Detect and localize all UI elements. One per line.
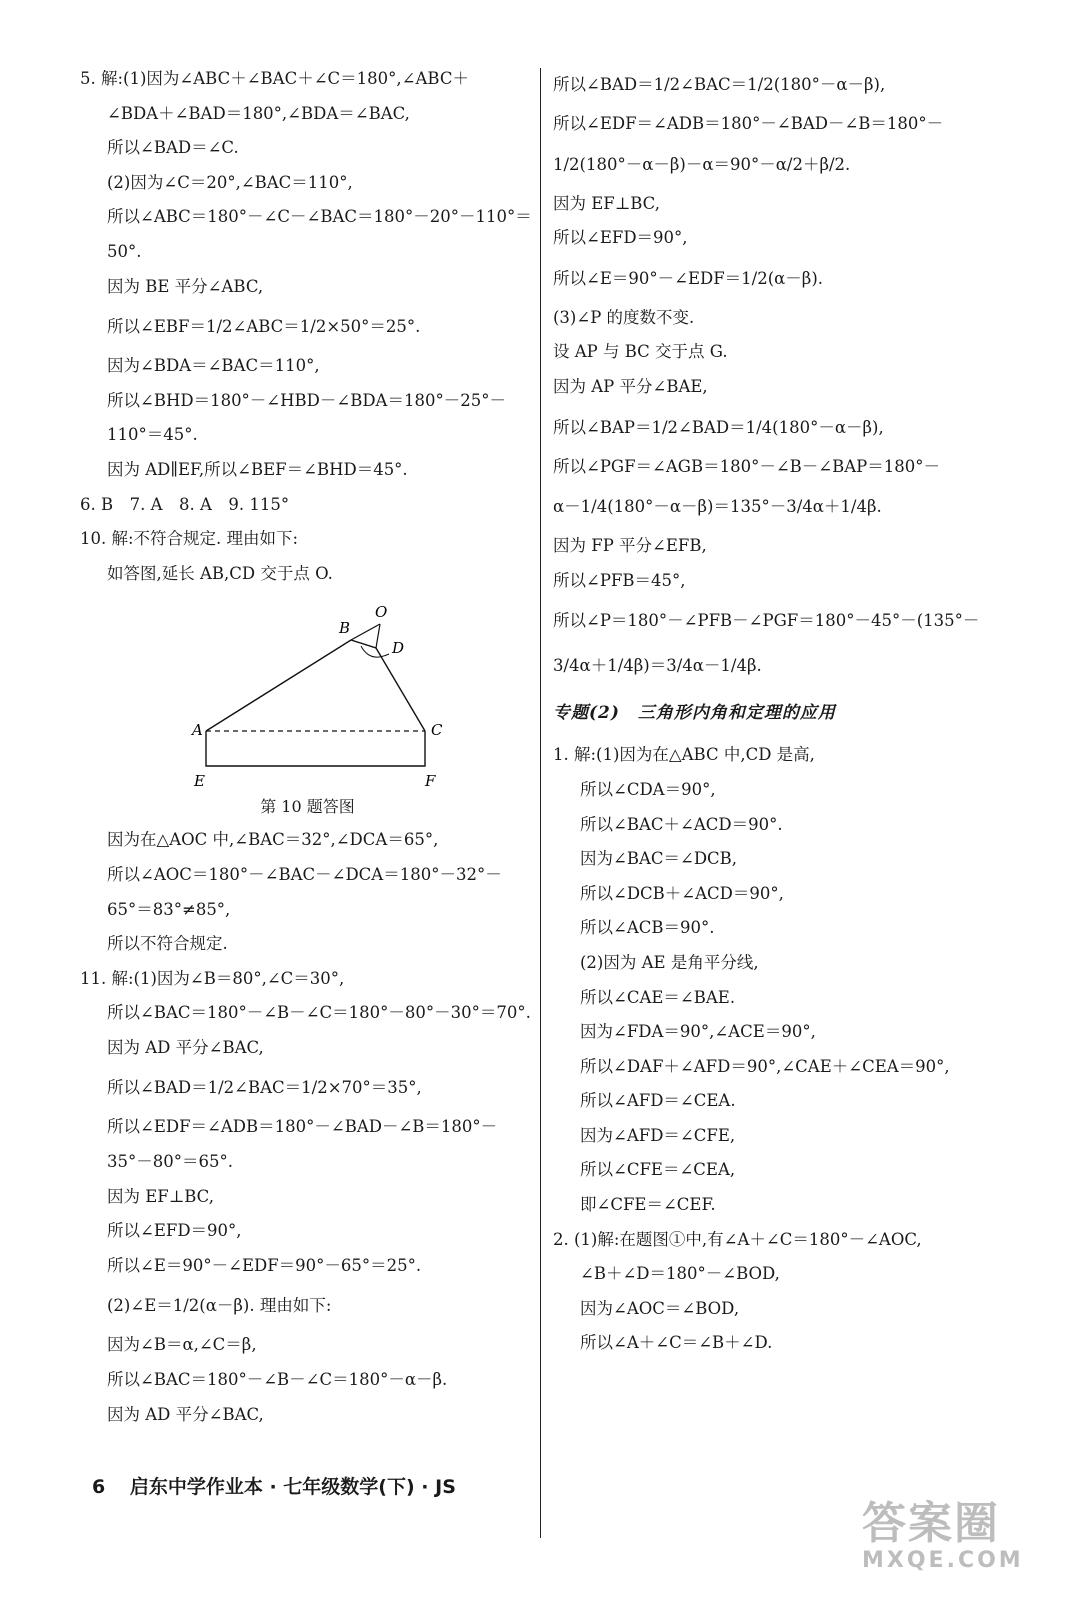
figure-rectangle bbox=[206, 731, 425, 766]
text-line: 因为∠FDA＝90°,∠ACE＝90°, bbox=[580, 1022, 816, 1042]
watermark bbox=[862, 1500, 1024, 1573]
text-line: 所以∠ABC＝180°－∠C－∠BAC＝180°－20°－110°＝ bbox=[107, 207, 532, 227]
text-line: 1. 解:(1)因为在△ABC 中,CD 是高, bbox=[553, 745, 815, 765]
text-line: (2)因为 AE 是角平分线, bbox=[580, 952, 759, 972]
left-column-bottom bbox=[80, 823, 535, 1432]
text-line: 因为 AD 平分∠BAC, bbox=[107, 1037, 264, 1057]
watermark-sub: MXQE.COM bbox=[862, 1548, 1024, 1573]
label-d: D bbox=[392, 639, 405, 658]
text-line: 设 AP 与 BC 交于点 G. bbox=[553, 342, 728, 362]
text-line: 所以∠BAD＝∠C. bbox=[107, 138, 239, 158]
figure-extension-ab bbox=[351, 624, 380, 640]
page-footer bbox=[92, 1472, 456, 1499]
text-line: 所以∠ACB＝90°. bbox=[580, 918, 715, 938]
text-line: 因为∠BDA＝∠BAC＝110°, bbox=[107, 356, 320, 376]
text-line: 因为 EF⊥BC, bbox=[553, 193, 660, 213]
figure-q10-diagram bbox=[80, 591, 535, 791]
text-line: 因为∠AOC＝∠BOD, bbox=[580, 1298, 740, 1318]
text-line: 所以∠EDF＝∠ADB＝180°－∠BAD－∠B＝180°－ bbox=[553, 114, 944, 133]
text-line: 所以∠AFD＝∠CEA. bbox=[580, 1091, 736, 1111]
right-column-top bbox=[553, 62, 1023, 688]
text-line: 所以∠EBF＝1/2∠ABC＝1/2×50°＝25°. bbox=[107, 317, 421, 337]
text-line: 所以∠BHD＝180°－∠HBD－∠BDA＝180°－25°－ bbox=[107, 390, 506, 410]
book-title: 启东中学作业本 · 七年级数学(下) · JS bbox=[129, 1476, 456, 1498]
text-line: 所以∠E＝90°－∠EDF＝90°－65°＝25°. bbox=[107, 1255, 422, 1275]
text-line: 所以∠CAE＝∠BAE. bbox=[580, 987, 736, 1007]
text-line: 所以∠CDA＝90°, bbox=[580, 779, 716, 799]
text-line: 110°＝45°. bbox=[107, 425, 198, 445]
text-line: 所以∠PGF＝∠AGB＝180°－∠B－∠BAP＝180°－ bbox=[553, 456, 941, 476]
text-line: 5. 解:(1)因为∠ABC＋∠BAC＋∠C＝180°,∠ABC＋ bbox=[80, 69, 469, 88]
topic-heading: 专题(2) 三角形内角和定理的应用 bbox=[553, 703, 836, 724]
label-a: A bbox=[192, 721, 203, 740]
watermark-main: 答案圈 bbox=[862, 1498, 1000, 1549]
right-column bbox=[553, 62, 1023, 1361]
text-line: 11. 解:(1)因为∠B＝80°,∠C＝30°, bbox=[80, 968, 345, 988]
text-line: 1/2(180°－α－β)－α＝90°－α/2＋β/2. bbox=[553, 154, 851, 174]
text-line: 所以∠EFD＝90°, bbox=[553, 228, 688, 248]
right-column-bottom bbox=[553, 738, 1023, 1361]
text-line: 2. (1)解:在题图①中,有∠A＋∠C＝180°－∠AOC, bbox=[553, 1229, 922, 1249]
text-line: 65°＝83°≠85°, bbox=[107, 899, 231, 919]
text-line: 如答图,延长 AB,CD 交于点 O. bbox=[107, 563, 333, 583]
text-line: 因为 AD∥EF,所以∠BEF＝∠BHD＝45°. bbox=[107, 459, 408, 479]
figure-caption: 第 10 题答图 bbox=[260, 797, 355, 817]
column-divider bbox=[540, 68, 541, 1538]
text-line: 所以∠AOC＝180°－∠BAC－∠DCA＝180°－32°－ bbox=[107, 864, 502, 884]
text-line: 因为在△AOC 中,∠BAC＝32°,∠DCA＝65°, bbox=[107, 830, 439, 850]
text-line: 所以∠PFB＝45°, bbox=[553, 570, 686, 590]
text-line: 10. 解:不符合规定. 理由如下: bbox=[80, 529, 299, 549]
text-line: 所以∠DAF＋∠AFD＝90°,∠CAE＋∠CEA＝90°, bbox=[580, 1056, 950, 1076]
text-line: 所以∠BAC＝180°－∠B－∠C＝180°－α－β. bbox=[107, 1370, 448, 1390]
text-line: 所以∠CFE＝∠CEA, bbox=[580, 1160, 736, 1180]
text-line: 所以∠P＝180°－∠PFB－∠PGF＝180°－45°－(135°－ bbox=[553, 611, 980, 631]
left-column bbox=[80, 62, 535, 1432]
label-o: O bbox=[375, 603, 388, 622]
text-line: 因为∠BAC＝∠DCB, bbox=[580, 849, 738, 869]
text-line: 50°. bbox=[107, 241, 142, 261]
text-line: 因为 AD 平分∠BAC, bbox=[107, 1404, 264, 1424]
text-line: 因为 AP 平分∠BAE, bbox=[553, 376, 708, 396]
text-line: 所以∠EFD＝90°, bbox=[107, 1221, 242, 1241]
text-line: (2)∠E＝1/2(α－β). 理由如下: bbox=[107, 1296, 332, 1316]
text-line: 所以∠BAC＝180°－∠B－∠C＝180°－80°－30°＝70°. bbox=[107, 1003, 531, 1023]
text-line: 所以∠BAD＝1/2∠BAC＝1/2×70°＝35°, bbox=[107, 1078, 422, 1098]
label-e: E bbox=[194, 772, 205, 791]
text-line: 所以∠E＝90°－∠EDF＝1/2(α－β). bbox=[553, 268, 824, 288]
figure-extension-cd bbox=[376, 624, 380, 648]
text-line: (3)∠P 的度数不变. bbox=[553, 307, 695, 327]
text-line: 因为∠AFD＝∠CFE, bbox=[580, 1125, 736, 1145]
text-line: 因为 FP 平分∠EFB, bbox=[553, 536, 707, 556]
page-number: 6 bbox=[92, 1476, 106, 1498]
text-line: (2)因为∠C＝20°,∠BAC＝110°, bbox=[107, 172, 353, 192]
text-line: 所以∠EDF＝∠ADB＝180°－∠BAD－∠B＝180°－ bbox=[107, 1117, 498, 1137]
text-line: α－1/4(180°－α－β)＝135°－3/4α＋1/4β. bbox=[553, 497, 882, 517]
text-line: 所以∠DCB＋∠ACD＝90°, bbox=[580, 883, 784, 903]
text-line: 所以不符合规定. bbox=[107, 934, 228, 954]
label-c: C bbox=[431, 721, 443, 740]
text-line: 因为∠B＝α,∠C＝β, bbox=[107, 1335, 257, 1355]
left-column-top bbox=[80, 62, 535, 591]
label-f: F bbox=[425, 772, 436, 791]
text-line: 6. B 7. A 8. A 9. 115° bbox=[80, 494, 290, 514]
text-line: 所以∠BAP＝1/2∠BAD＝1/4(180°－α－β), bbox=[553, 417, 884, 437]
text-line: 所以∠BAC＋∠ACD＝90°. bbox=[580, 814, 783, 834]
figure-q10 bbox=[80, 591, 535, 791]
text-line: 因为 EF⊥BC, bbox=[107, 1186, 214, 1206]
text-line: ∠BDA＋∠BAD＝180°,∠BDA＝∠BAC, bbox=[107, 103, 410, 123]
text-line: 所以∠A＋∠C＝∠B＋∠D. bbox=[580, 1333, 773, 1353]
text-line: 35°－80°＝65°. bbox=[107, 1152, 233, 1172]
text-line: 即∠CFE＝∠CEF. bbox=[580, 1195, 716, 1215]
text-line: 因为 BE 平分∠ABC, bbox=[107, 276, 264, 296]
label-b: B bbox=[339, 619, 351, 638]
text-line: ∠B＋∠D＝180°－∠BOD, bbox=[580, 1264, 780, 1284]
text-line: 3/4α＋1/4β)＝3/4α－1/4β. bbox=[553, 656, 762, 676]
text-line: 所以∠BAD＝1/2∠BAC＝1/2(180°－α－β), bbox=[553, 75, 886, 94]
